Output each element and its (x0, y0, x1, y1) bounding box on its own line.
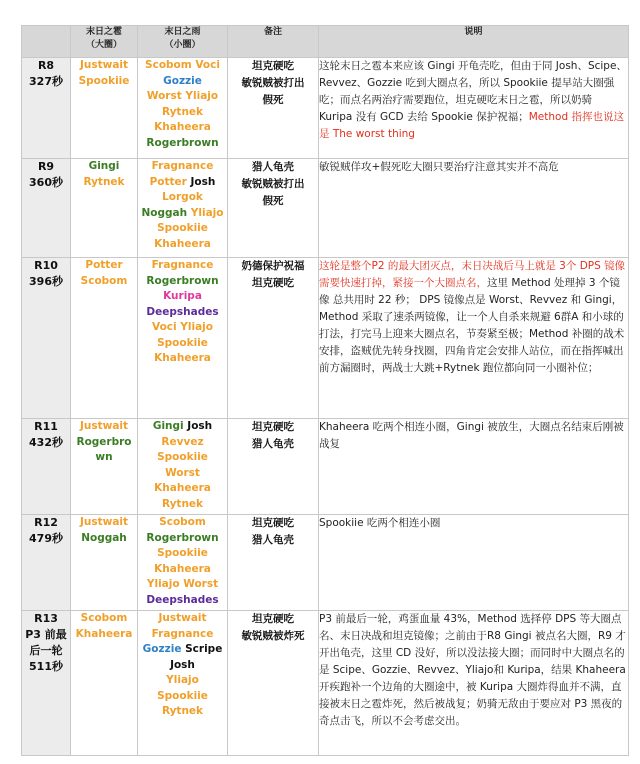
table-row (22, 58, 629, 159)
remark-line: 坦克硬吃 (252, 277, 294, 289)
remark-line: 敏锐贼被打出 (241, 77, 305, 89)
player-line (71, 58, 137, 74)
round-cell (22, 611, 71, 756)
round-time: 479秒 (29, 532, 63, 545)
player-line (71, 274, 137, 290)
player-name: Justwait (79, 516, 129, 528)
player-name: Josh (187, 420, 213, 432)
player-line (138, 206, 227, 222)
player-name: Potter (85, 259, 123, 271)
player-line (138, 305, 227, 321)
table-row (22, 515, 629, 611)
hail-targets-cell (71, 419, 138, 515)
rain-targets-cell (138, 515, 228, 611)
remark-line: 坦克硬吃 (252, 613, 294, 625)
round-label: R13 (34, 612, 58, 625)
player-line (138, 546, 227, 562)
player-line (71, 531, 137, 547)
player-name: Justwait (158, 612, 207, 624)
round-cell (22, 419, 71, 515)
remark-line: 坦克硬吃 (252, 517, 294, 529)
description-text: 敏锐贼佯攻+假死吃大圈只要治疗注意其实并不高危 (319, 161, 559, 173)
player-name: Rogerbrown (146, 274, 219, 287)
player-line (138, 175, 227, 191)
player-line (138, 531, 227, 547)
player-line (138, 120, 227, 136)
remark-line: 奶德保护祝福 (241, 260, 305, 272)
player-line (138, 642, 227, 658)
player-line (71, 435, 137, 451)
player-name: Scobom (80, 274, 128, 287)
round-label: R12 (34, 516, 58, 529)
remark-cell (228, 159, 319, 258)
player-name: Rytnek (161, 105, 204, 118)
player-line (138, 320, 227, 336)
player-name: Worst (183, 578, 219, 590)
description-cell (319, 58, 629, 159)
player-name: Spookiie (157, 451, 208, 463)
player-line (138, 274, 227, 290)
header-hail (71, 26, 138, 58)
description-cell (319, 159, 629, 258)
player-name: Voci (152, 321, 177, 333)
player-name: Scobom (159, 516, 206, 528)
table-row (22, 159, 629, 258)
rain-targets-cell (138, 58, 228, 159)
player-line (138, 562, 227, 578)
player-line (71, 515, 137, 531)
player-line (138, 627, 227, 643)
remark-cell (228, 419, 319, 515)
player-line (138, 237, 227, 253)
description-highlight: Method 指挥也说这是 The worst thing (319, 111, 624, 140)
remark-cell (228, 515, 319, 611)
description-cell (319, 611, 629, 756)
round-time: 432秒 (29, 436, 63, 449)
round-label: R11 (34, 420, 58, 433)
hail-targets-cell (71, 258, 138, 419)
player-name: Khaheera (154, 482, 211, 494)
remark-line: 猎人龟壳 (252, 534, 294, 546)
header-remark: 备注 (228, 26, 319, 58)
description-cell (319, 515, 629, 611)
rain-targets-cell (138, 258, 228, 419)
round-cell (22, 258, 71, 419)
player-line (138, 658, 227, 674)
round-label: R9 (37, 160, 55, 173)
round-label: R8 (37, 59, 55, 72)
rain-targets-cell (138, 159, 228, 258)
round-time: 360秒 (29, 176, 63, 189)
player-line (138, 351, 227, 367)
header-desc: 说明 (319, 26, 629, 58)
player-name: Kuripa (163, 290, 202, 302)
player-name: Khaheera (154, 237, 211, 250)
player-name: Potter (149, 175, 187, 188)
round-time: 327秒 (29, 75, 63, 88)
header-hail-line2: （大圈） (85, 40, 122, 50)
player-line (138, 673, 227, 689)
round-cell (22, 159, 71, 258)
rain-targets-cell (138, 419, 228, 515)
player-name: Rogerbrown (146, 531, 219, 544)
player-line (138, 190, 227, 206)
player-name: Yliajo (190, 206, 224, 219)
player-name: Fragnance (151, 160, 214, 172)
player-name: Josh (170, 658, 195, 671)
description-cell (319, 258, 629, 419)
table-row (22, 419, 629, 515)
round-cell (22, 515, 71, 611)
player-line (71, 175, 137, 191)
round-note: 后一轮 (29, 644, 63, 657)
description-text: P3 前最后一轮，鸡蛋血量 43%，Method 选择停 DPS 等大圈点名、末日决战和坦克镜像；之前由于R8 Gingi 被点名大圈，R9 才开出龟壳，这里 CD 没好，所以没法接大圈；而同时中大圈点名的是 Scipe、Gozzie、Revvez、Yliajo和 Kuripa，结果 Khaheera 开疾跑补一个边角的大圈途中，被 Kuripa 大圈炸得血并不满，直接被末日之雹炸死，然后被战复；奶骑无敌由于要应对 P3 黑夜的奇点击飞，所以不会考虑交出。 (319, 613, 626, 727)
player-line (71, 159, 137, 175)
player-name: Spookiie (157, 222, 208, 234)
player-line (71, 258, 137, 274)
player-name: Justwait (79, 59, 129, 71)
round-time: 396秒 (29, 275, 63, 288)
player-line (138, 689, 227, 705)
player-line (138, 136, 227, 152)
player-line (138, 221, 227, 237)
remark-line: 猎人龟壳 (252, 438, 294, 450)
player-name: Rytnek (161, 497, 204, 510)
player-name: Khaheera (154, 352, 211, 364)
player-line (138, 336, 227, 352)
hail-targets-cell (71, 58, 138, 159)
player-name: Lorgok (162, 191, 203, 203)
player-name: Fragnance (151, 627, 214, 640)
player-name: Deepshades (146, 305, 219, 318)
description-text: 这轮末日之雹本来应该 Gingi 开龟壳吃，但由于同 Josh、Scipe、Revvez、Gozzie 吃到大圈点名，所以 Spookiie 提早站大圈强吃；而点名两治疗需要跑位，坦克硬吃末日之雹，所以奶骑 Kuripa 没有 GCD 去给 Spookie 保护祝福； (319, 60, 627, 123)
raid-assignment-table (21, 25, 629, 756)
player-line (138, 704, 227, 720)
player-name: Fragnance (151, 259, 214, 271)
description-text: 这里 Method 处理掉 3 个镜像 总共用时 22 秒； DPS 镜像点是 Worst、Revvez 和 Gingi，Method 采取了速杀两镜像，让一个人自杀来规避 6群A 和小球的打法，打完马上迎来大圈点名，节奏紧至极；Method 补圈的战术安排，盗贼优先转身找圈，四角肯定会安排人站位，而在指挥喊出前方漏圈时，两战士大跳+Rytnek 跑位都向同一小圈补位； (319, 277, 625, 374)
player-line (71, 627, 137, 643)
player-line (138, 105, 227, 121)
remark-cell (228, 611, 319, 756)
remark-line: 坦克硬吃 (252, 60, 294, 72)
player-line (138, 89, 227, 105)
player-line (71, 450, 137, 466)
round-time: 511秒 (29, 660, 63, 673)
player-name: Spookiie (78, 74, 130, 87)
round-note: P3 前最 (25, 628, 67, 641)
hail-targets-cell (71, 515, 138, 611)
description-cell (319, 419, 629, 515)
player-name: Worst (165, 466, 200, 479)
player-name: Scobom (145, 59, 192, 71)
remark-line: 敏锐贼被炸死 (241, 630, 305, 642)
remark-line: 假死 (262, 94, 284, 106)
player-line (138, 497, 227, 513)
player-name: Khaheera (154, 562, 211, 575)
header-rain (138, 26, 228, 58)
player-line (138, 289, 227, 305)
rain-targets-cell (138, 611, 228, 756)
header-round (22, 26, 71, 58)
player-line (138, 611, 227, 627)
player-line (138, 58, 227, 74)
player-line (138, 435, 227, 451)
player-name: Rytnek (83, 175, 125, 188)
remark-line: 假死 (262, 195, 284, 207)
player-name: Yliajo (180, 321, 213, 333)
player-line (138, 159, 227, 175)
player-name: Yliajo (185, 90, 219, 102)
round-label: R10 (34, 259, 58, 272)
player-name: Voci (195, 59, 220, 71)
player-name: Rogerbrown (146, 136, 219, 149)
player-name: Josh (190, 175, 216, 188)
player-line (71, 74, 137, 90)
player-line (138, 515, 227, 531)
header-hail-line1: 末日之雹 (85, 27, 122, 37)
description-highlight: 这轮是整个P2 的最大团灭点，末日决战后马上就是 3个 DPS 镜像需要快速打掉，紧接一个大圈点名， (319, 260, 626, 289)
player-name: Gingi (152, 420, 184, 432)
description-text: Khaheera 吃两个相连小圈，Gingi 被放生，大圈点名结束后刚被战复 (319, 421, 624, 450)
player-name: Revvez (161, 435, 204, 448)
player-name: Rogerbro (76, 435, 132, 448)
player-line (138, 258, 227, 274)
player-name: Khaheera (154, 121, 211, 133)
player-name: Gingi (88, 160, 120, 172)
description-text: Spookiie 吃两个相连小圈 (319, 517, 441, 529)
remark-line: 坦克硬吃 (252, 421, 294, 433)
player-line (71, 419, 137, 435)
player-line (138, 74, 227, 90)
player-name: Worst (146, 90, 182, 102)
remark-cell (228, 58, 319, 159)
player-line (138, 577, 227, 593)
table-header-row (22, 26, 629, 58)
player-name: Spookiie (157, 689, 208, 702)
round-cell (22, 58, 71, 159)
player-name: Scobom (80, 612, 128, 624)
header-rain-line1: 末日之雨 (164, 27, 201, 37)
player-name: Spookiie (157, 547, 208, 559)
remark-line: 猎人龟壳 (252, 161, 294, 173)
player-name: Spookiie (157, 336, 208, 349)
player-name: wn (95, 451, 113, 463)
header-rain-line2: （小圈） (164, 40, 201, 50)
player-name: Gozzie (142, 643, 182, 655)
hail-targets-cell (71, 611, 138, 756)
player-line (71, 611, 137, 627)
player-name: Noggah (81, 531, 127, 544)
player-line (138, 481, 227, 497)
player-name: Yliajo (146, 578, 180, 590)
player-name: Justwait (79, 420, 129, 432)
table-row (22, 258, 629, 419)
player-line (138, 593, 227, 609)
player-line (138, 466, 227, 482)
player-name: Deepshades (146, 593, 219, 606)
table-row (22, 611, 629, 756)
player-line (138, 419, 227, 435)
player-name: Noggah (141, 206, 188, 219)
player-name: Scripe (185, 643, 223, 655)
player-name: Rytnek (161, 705, 204, 717)
player-name: Yliajo (166, 674, 199, 686)
remark-cell (228, 258, 319, 419)
player-name: Gozzie (163, 74, 202, 87)
hail-targets-cell (71, 159, 138, 258)
player-line (138, 450, 227, 466)
remark-line: 敏锐贼被打出 (241, 178, 305, 190)
player-name: Khaheera (75, 627, 133, 640)
